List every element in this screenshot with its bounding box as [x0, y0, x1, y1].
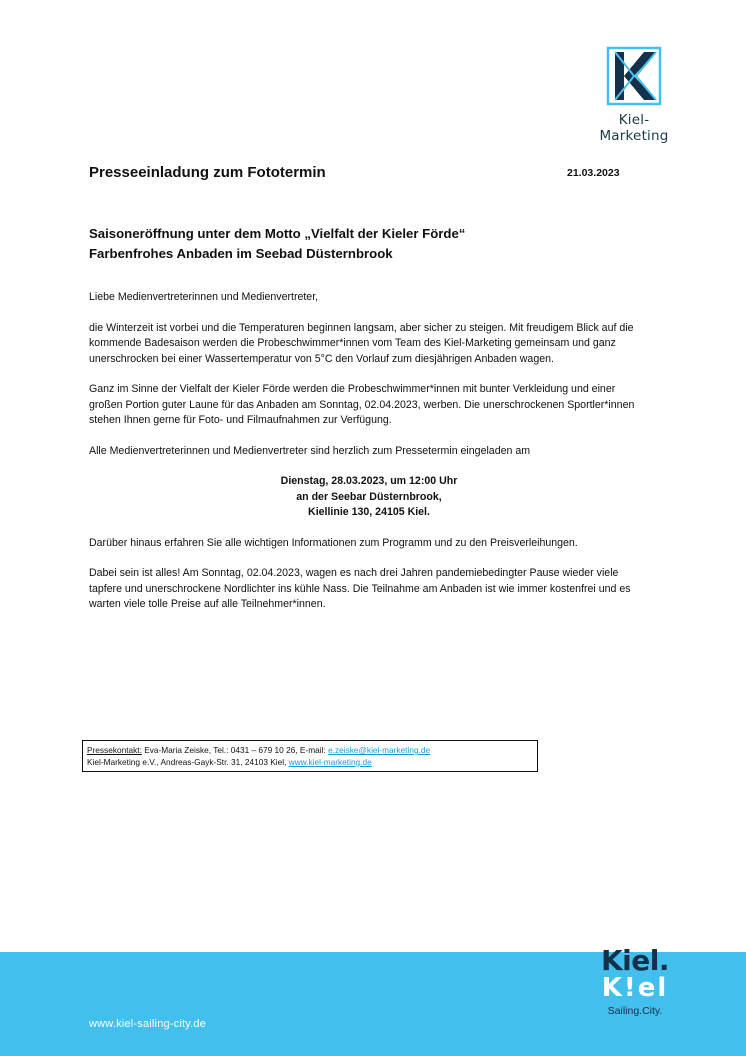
k-monogram-icon [606, 46, 662, 106]
kiel-marketing-logo [586, 46, 682, 144]
paragraph-5: Dabei sein ist alles! Am Sonntag, 02.04.2023, wagen es nach drei Jahren pandemiebedingter Pause wieder viele tapfere und unerschrockene Nordlichter ins kühle Nass. Die Teilnahme am Anbaden ist wie immer kostenfrei und es warten viele tolle Preise auf alle Teilnehmer*innen. [89, 567, 631, 610]
footer-url: www.kiel-sailing-city.de [89, 1018, 207, 1030]
contact-line-2 [87, 756, 533, 768]
contact-website-link[interactable]: www.kiel-marketing.de [288, 757, 372, 767]
kiel-sailing-city-logo [590, 946, 680, 1017]
event-venue: an der Seebar Düsternbrook, [296, 490, 442, 503]
event-address: Kiellinie 130, 24105 Kiel. [308, 506, 430, 518]
logo-wordmark: Kiel-Marketing [599, 112, 669, 144]
salutation: Liebe Medienvertreterinnen und Medienvertreter, [89, 291, 319, 303]
paragraph-1: die Winterzeit ist vorbei und die Temperaturen beginnen langsam, aber sicher zu steigen. Mit freudigem Blick auf die kommende Badesaison werden die Probeschwimmer*innen vom Team des Kiel-Marketing gemeinsam und ganz unerschrocken bei einer Wassertemperatur von 5°C den Vorlauf zum diesjährigen Anbaden wagen. [89, 321, 634, 365]
kiel-logo-tagline: Sailing.City. [607, 1005, 663, 1017]
headline-2: Farbenfrohes Anbaden im Seebad Düsternbrook [89, 246, 393, 261]
event-details [89, 474, 649, 521]
headline-1: Saisoneröffnung unter dem Motto „Vielfalt der Kieler Förde“ [89, 226, 466, 241]
contact-label: Pressekontakt: [87, 745, 142, 755]
kiel-logo-line-2: K!el [601, 973, 669, 1003]
kiel-logo-line-1: Kiel. [600, 944, 670, 977]
document-title: Presseeinladung zum Fototermin [89, 164, 326, 181]
title-row [89, 164, 649, 181]
contact-line-1 [87, 744, 533, 756]
event-date-time: Dienstag, 28.03.2023, um 12:00 Uhr [280, 475, 458, 487]
paragraph-4: Darüber hinaus erfahren Sie alle wichtigen Informationen zum Programm und zu den Preisverleihungen. [89, 536, 578, 549]
document-date: 21.03.2023 [567, 167, 620, 179]
letter-body [89, 290, 649, 628]
contact-person: Eva-Maria Zeiske, Tel.: 0431 – 679 10 26, E-mail: [141, 745, 329, 755]
press-contact-box [82, 740, 538, 772]
contact-email-link[interactable]: e.zeiske@kiel-marketing.de [328, 745, 431, 755]
paragraph-2: Ganz im Sinne der Vielfalt der Kieler Förde werden die Probeschwimmer*innen mit bunter Verkleidung und einer großen Portion guter Laune für das Anbaden am Sonntag, 02.04.2023, werben. Die unerschrockenen Sportler*innen stehen Ihnen gerne für Foto- und Filmaufnahmen zur Verfügung. [89, 383, 635, 426]
headlines [89, 224, 465, 264]
paragraph-3: Alle Medienvertreterinnen und Medienvertreter sind herzlich zum Pressetermin eingeladen am [89, 444, 531, 457]
contact-address: Kiel-Marketing e.V., Andreas-Gayk-Str. 31, 24103 Kiel, [87, 757, 289, 767]
